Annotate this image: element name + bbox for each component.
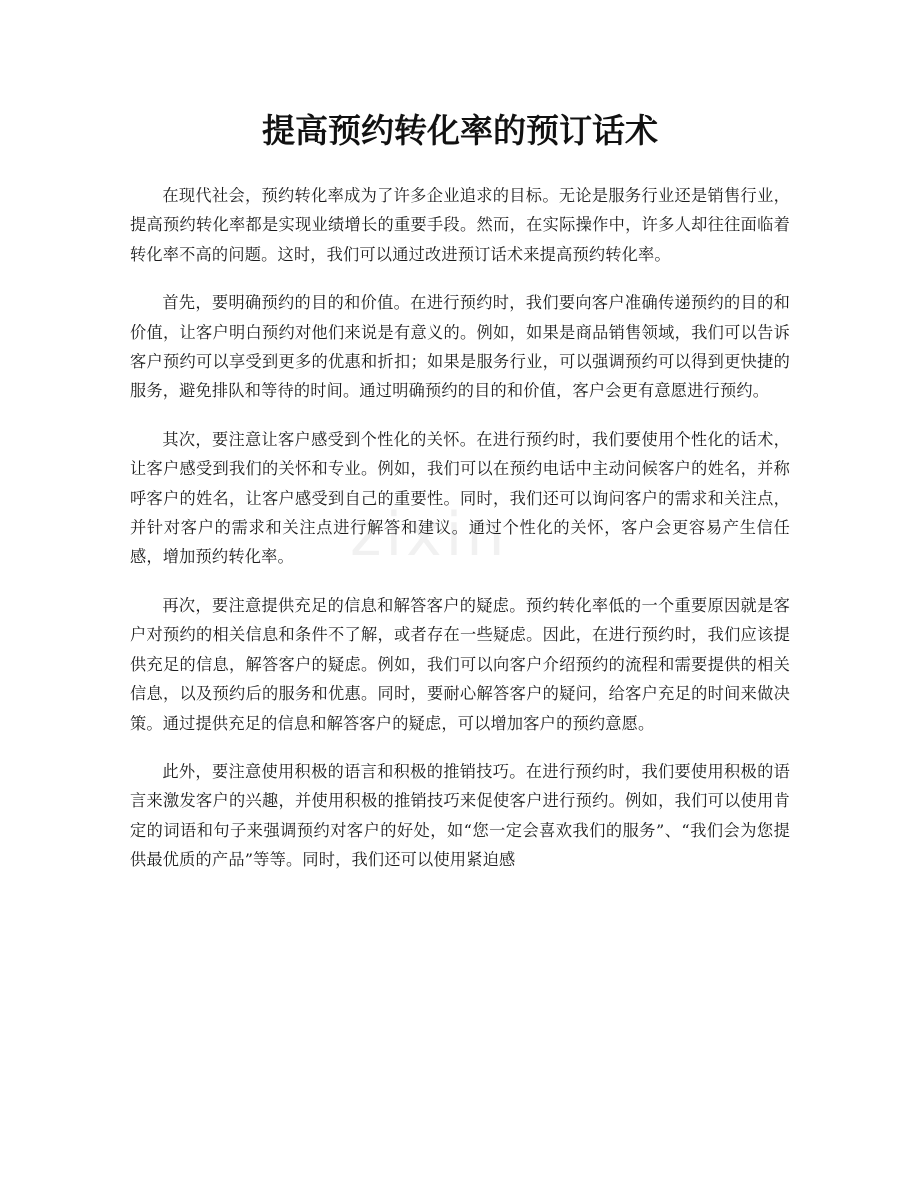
paragraph-3: 其次，要注意让客户感受到个性化的关怀。在进行预约时，我们要使用个性化的话术，让客户感受到我们的关怀和专业。例如，我们可以在预约电话中主动问候客户的姓名，并称呼客户的姓名，让客户感受到自己的重要性。同时，我们还可以询问客户的需求和关注点，并针对客户的需求和关注点进行解答和建议。通过个性化的关怀，客户会更容易产生信任感，增加预约转化率。 [130, 429, 790, 567]
paragraph-1: 在现代社会，预约转化率成为了许多企业追求的目标。无论是服务行业还是销售行业，提高预约转化率都是实现业绩增长的重要手段。然而，在实际操作中，许多人却往往面临着转化率不高的问题。这时，我们可以通过改进预订话术来提高预约转化率。 [130, 186, 790, 264]
document-title: 提高预约转化率的预订话术 [262, 111, 658, 150]
paragraph-4: 再次，要注意提供充足的信息和解答客户的疑虑。预约转化率低的一个重要原因就是客户对预约的相关信息和条件不了解，或者存在一些疑虑。因此，在进行预约时，我们应该提供充足的信息，解答客户的疑虑。例如，我们可以向客户介绍预约的流程和需要提供的相关信息，以及预约后的服务和优惠。同时，要耐心解答客户的疑问，给客户充足的时间来做决策。通过提供充足的信息和解答客户的疑虑，可以增加客户的预约意愿。 [130, 595, 790, 733]
document-body [130, 181, 790, 894]
paragraph-5: 此外，要注意使用积极的语言和积极的推销技巧。在进行预约时，我们要使用积极的语言来激发客户的兴趣，并使用积极的推销技巧来促使客户进行预约。例如，我们可以使用肯定的词语和句子来强调预约对客户的好处，如“您一定会喜欢我们的服务”、“我们会为您提供最优质的产品”等等。同时，我们还可以使用紧迫感 [130, 761, 790, 870]
watermark: zixin [350, 500, 509, 570]
paragraph-2: 首先，要明确预约的目的和价值。在进行预约时，我们要向客户准确传递预约的目的和价值，让客户明白预约对他们来说是有意义的。例如，如果是商品销售领域，我们可以告诉客户预约可以享受到更多的优惠和折扣；如果是服务行业，可以强调预约可以得到更快捷的服务，避免排队和等待的时间。通过明确预约的目的和价值，客户会更有意愿进行预约。 [130, 293, 790, 401]
